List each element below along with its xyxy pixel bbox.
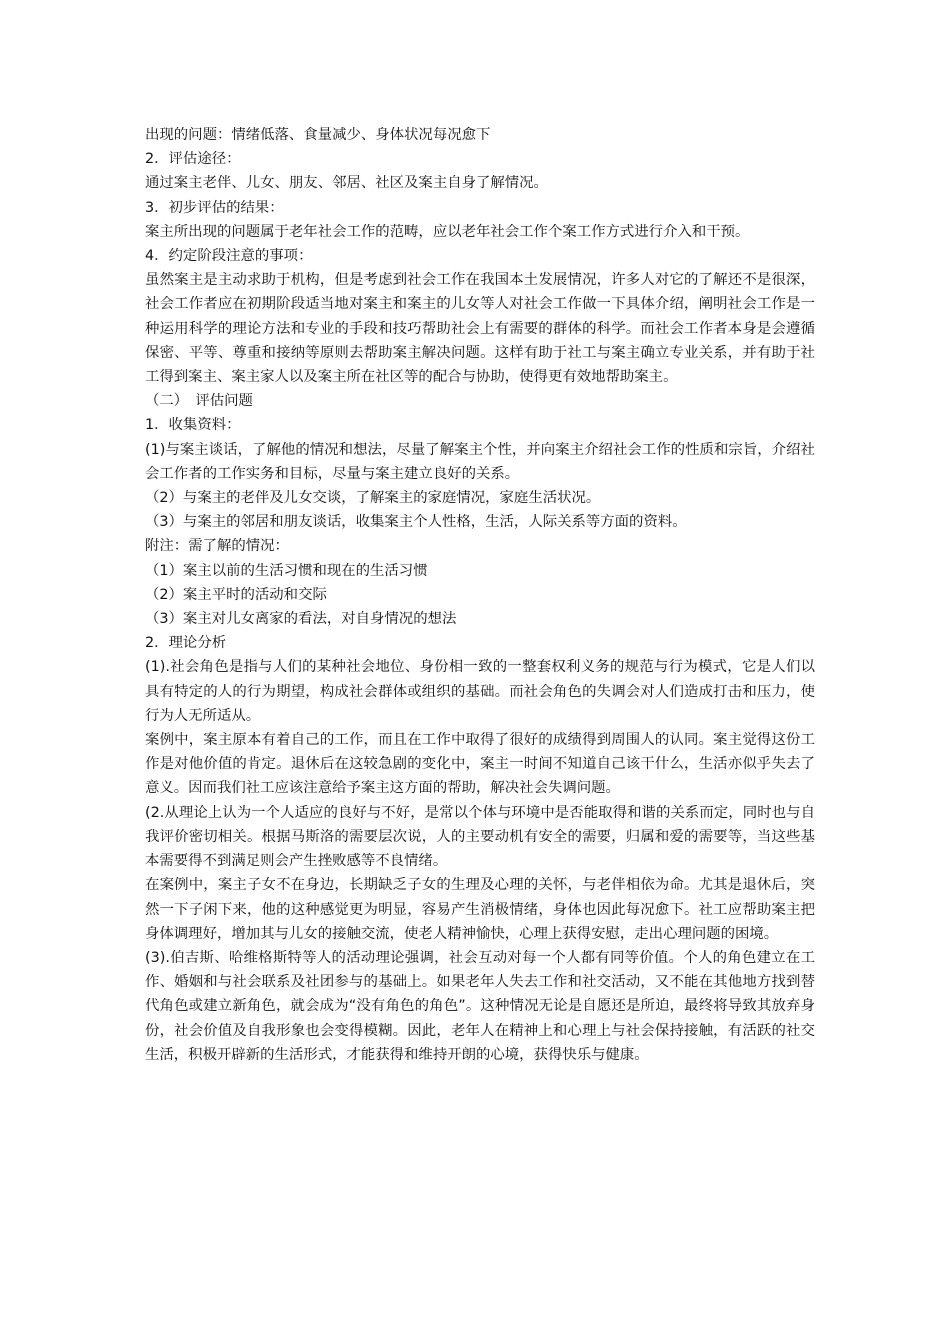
paragraph: 案主所出现的问题属于老年社会工作的范畴，应以老年社会工作个案工作方式进行介入和干预。 — [145, 223, 750, 240]
paragraph: 虽然案主是主动求助于机构，但是考虑到社会工作在我国本土发展情况，许多人对它的了解还不是很深，社会工作者应在初期阶段适当地对案主和案主的儿女等人对社会工作做一下具体介绍，阐明社会工作是一种运用科学的理论方法和专业的手段和技巧帮助社会上有需要的群体的科学。而社会工作者本身是会遵循保密、平等、尊重和接纳等原则去帮助案主解决问题。这样有助于社工与案主确立专业关系，并有助于社工得到案主、案主家人以及案主所在社区等的配合与协助，使得更有效地帮助案主。 — [145, 272, 815, 386]
list-item: （2）与案主的老伴及儿女交谈，了解案主的家庭情况，家庭生活状况。 — [145, 490, 601, 507]
paragraph: 在案例中，案主子女不在身边，长期缺乏子女的生理及心理的关怀，与老伴相依为命。尤其是退休后，突然一下子闲下来，他的这种感觉更为明显，容易产生消极情绪，身体也因此每况愈下。社工应帮助案主把身体调理好，增加其与儿女的接触交流，使老人精神愉快，心理上获得安慰，走出心理问题的困境。 — [145, 877, 815, 942]
heading-collect-data: 1．收集资料： — [145, 417, 241, 434]
paragraph: (3).伯吉斯、哈维格斯特等人的活动理论强调，社会互动对每一个人都有同等价值。个人的角色建立在工作、婚姻和与社会联系及社团参与的基础上。如果老年人失去工作和社交活动，又不能在其他地方找到替代角色或建立新角色，就会成为“没有角色的角色”。这种情况无论是自愿还是所迫，最终将导致其放弃身份，社会价值及自我形象也会变得模糊。因此，老年人在精神上和心理上与社会保持接触，有活跃的社交生活，积极开辟新的生活形式，才能获得和维持开朗的心境，获得快乐与健康。 — [145, 949, 815, 1063]
paragraph: (2.从理论上认为一个人适应的良好与不好，是常以个体与环境中是否能取得和谐的关系而定，同时也与自我评价密切相关。根据马斯洛的需要层次说，人的主要动机有安全的需要，归属和爱的需要等，当这些基本需要得不到满足则会产生挫败感等不良情绪。 — [145, 804, 815, 870]
section-heading: （二） 评估问题 — [145, 393, 253, 410]
problem-line: 出现的问题：情绪低落、食量减少、身体状况每况愈下 — [145, 127, 491, 143]
list-item: （2）案主平时的活动和交际 — [145, 586, 327, 603]
paragraph: (1).社会角色是指与人们的某种社会地位、身份相一致的一整套权利义务的规范与行为模式，它是人们以具有特定的人的行为期望，构成社会群体或组织的基础。而社会角色的失调会对人们造成打击和压力，使行为人无所适从。 — [145, 659, 815, 724]
paragraph: 通过案主老伴、儿女、朋友、邻居、社区及案主自身了解情况。 — [145, 175, 548, 192]
heading-theory-analysis: 2．理论分析 — [145, 635, 227, 652]
list-item: （3）与案主的邻居和朋友谈话，收集案主个人性格，生活，人际关系等方面的资料。 — [145, 514, 687, 531]
note-heading: 附注：需了解的情况： — [145, 538, 289, 555]
paragraph: 案例中，案主原本有着自己的工作，而且在工作中取得了很好的成绩得到周围人的认同。案主觉得这份工作是对他价值的肯定。退休后在这较急剧的变化中，案主一时间不知道自己该干什么，生活亦似乎失去了意义。因而我们社工应该注意给予案主这方面的帮助，解决社会失调问题。 — [145, 732, 815, 797]
heading-agreement-notes: 4．约定阶段注意的事项： — [145, 248, 313, 265]
heading-assessment-approach: 2．评估途径： — [145, 151, 241, 168]
document-body — [145, 123, 815, 1067]
list-item: （3）案主对儿女离家的看法，对自身情况的想法 — [145, 611, 457, 628]
list-item: (1)与案主谈话，了解他的情况和想法，尽量了解案主个性，并向案主介绍社会工作的性质和宗旨，介绍社会工作者的工作实务和目标，尽量与案主建立良好的关系。 — [145, 441, 815, 482]
list-item: （1）案主以前的生活习惯和现在的生活习惯 — [145, 562, 428, 579]
heading-initial-assessment: 3．初步评估的结果： — [145, 199, 284, 216]
